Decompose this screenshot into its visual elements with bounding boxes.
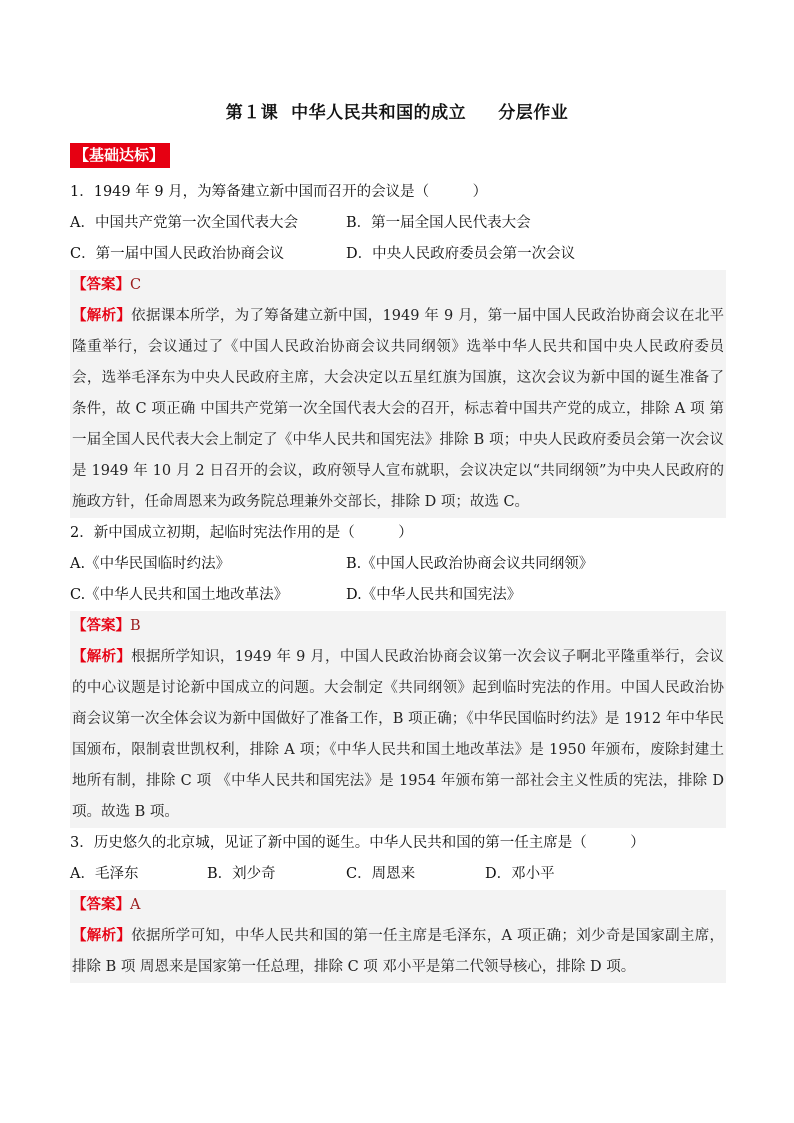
option-d: D.《中华人民共和国宪法》 — [346, 587, 522, 603]
answer-value: A — [130, 897, 141, 913]
option-a: A．中国共产党第一次全国代表大会 — [70, 215, 298, 231]
question-3 — [70, 828, 726, 983]
option-b: B．第一届全国人民代表大会 — [346, 215, 531, 231]
answer-line — [70, 270, 726, 301]
option-d: D．邓小平 — [485, 866, 555, 882]
option-row — [70, 239, 726, 270]
option-row — [70, 859, 726, 890]
section-tag: 【基础达标】 — [70, 143, 170, 168]
option-row — [70, 580, 726, 611]
option-a: A．毛泽东 — [70, 866, 139, 882]
question-2 — [70, 518, 726, 828]
answer-line — [70, 890, 726, 921]
question-list — [70, 177, 726, 983]
option-row — [70, 549, 726, 580]
answer-box — [70, 890, 726, 983]
question-1 — [70, 177, 726, 518]
analysis — [70, 301, 726, 518]
analysis-label: 【解析】 — [72, 649, 132, 665]
option-c: C．周恩来 — [346, 866, 416, 882]
analysis — [70, 642, 726, 828]
answer-line — [70, 611, 726, 642]
answer-label: 【答案】 — [72, 618, 130, 634]
analysis — [70, 921, 726, 983]
page-title: 第１课 中华人民共和国的成立 分层作业 — [225, 103, 569, 123]
option-d: D．中央人民政府委员会第一次会议 — [346, 246, 576, 262]
option-c: C.《中华人民共和国土地改革法》 — [70, 587, 289, 603]
option-a: A.《中华民国临时约法》 — [70, 556, 231, 572]
question-stem: 2．新中国成立初期，起临时宪法作用的是（ ） — [70, 525, 413, 541]
question-stem: 3．历史悠久的北京城，见证了新中国的诞生。中华人民共和国的第一任主席是（ ） — [70, 835, 645, 851]
option-row — [70, 208, 726, 239]
answer-label: 【答案】 — [72, 277, 130, 293]
answer-value: B — [130, 618, 141, 634]
analysis-text: 依据课本所学，为了筹备建立新中国，1949 年 9 月，第一届中国人民政治协商会议在北平隆重举行，会议通过了《中国人民政治协商会议共同纲领》选举中华人民共和国中央人民政府委员会，选举毛泽东为中央人民政府主席，大会决定以五星红旗为国旗，这次会议为新中国的诞生准备了条件，故 C 项正确 中国共产党第一次全国代表大会的召开，标志着中国共产党的成立，排除 A 项 第一届全国人民代表大会上制定了《中华人民共和国宪法》排除 B 项；中央人民政府委员会第一次会议是 1949 年 10 月 2 日召开的会议，政府领导人宣布就职，会议决定以“共同纲领”为中央人民政府的施政方针，任命周恩来为政务院总理兼外交部长，排除 D 项；故选 C。 — [72, 308, 725, 510]
option-b: B．刘少奇 — [207, 866, 276, 882]
answer-box — [70, 270, 726, 518]
question-stem: 1．1949 年 9 月，为筹备建立新中国而召开的会议是（ ） — [70, 184, 488, 200]
analysis-text: 依据所学可知，中华人民共和国的第一任主席是毛泽东，A 项正确；刘少奇是国家副主席，排除 B 项 周恩来是国家第一任总理，排除 C 项 邓小平是第二代领导核心，排除 D 项。 — [72, 928, 725, 975]
option-b: B.《中国人民政治协商会议共同纲领》 — [346, 556, 594, 572]
answer-value: C — [130, 277, 142, 293]
option-c: C．第一届中国人民政治协商会议 — [70, 246, 285, 262]
analysis-text: 根据所学知识，1949 年 9 月，中国人民政治协商会议第一次会议子啊北平隆重举行，会议的中心议题是讨论新中国成立的问题。大会制定《共同纲领》起到临时宪法的作用。中国人民政治协商会议第一次全体会议为新中国做好了准备工作，B 项正确；《中华民国临时约法》是 1912 年中华民国颁布，限制袁世凯权利，排除 A 项；《中华人民共和国土地改革法》是 1950 年颁布，废除封建土地所有制，排除 C 项 《中华人民共和国宪法》是 1954 年颁布第一部社会主义性质的宪法，排除 D 项。故选 B 项。 — [72, 649, 725, 820]
analysis-label: 【解析】 — [72, 928, 132, 944]
analysis-label: 【解析】 — [72, 308, 132, 324]
answer-box — [70, 611, 726, 828]
answer-label: 【答案】 — [72, 897, 130, 913]
